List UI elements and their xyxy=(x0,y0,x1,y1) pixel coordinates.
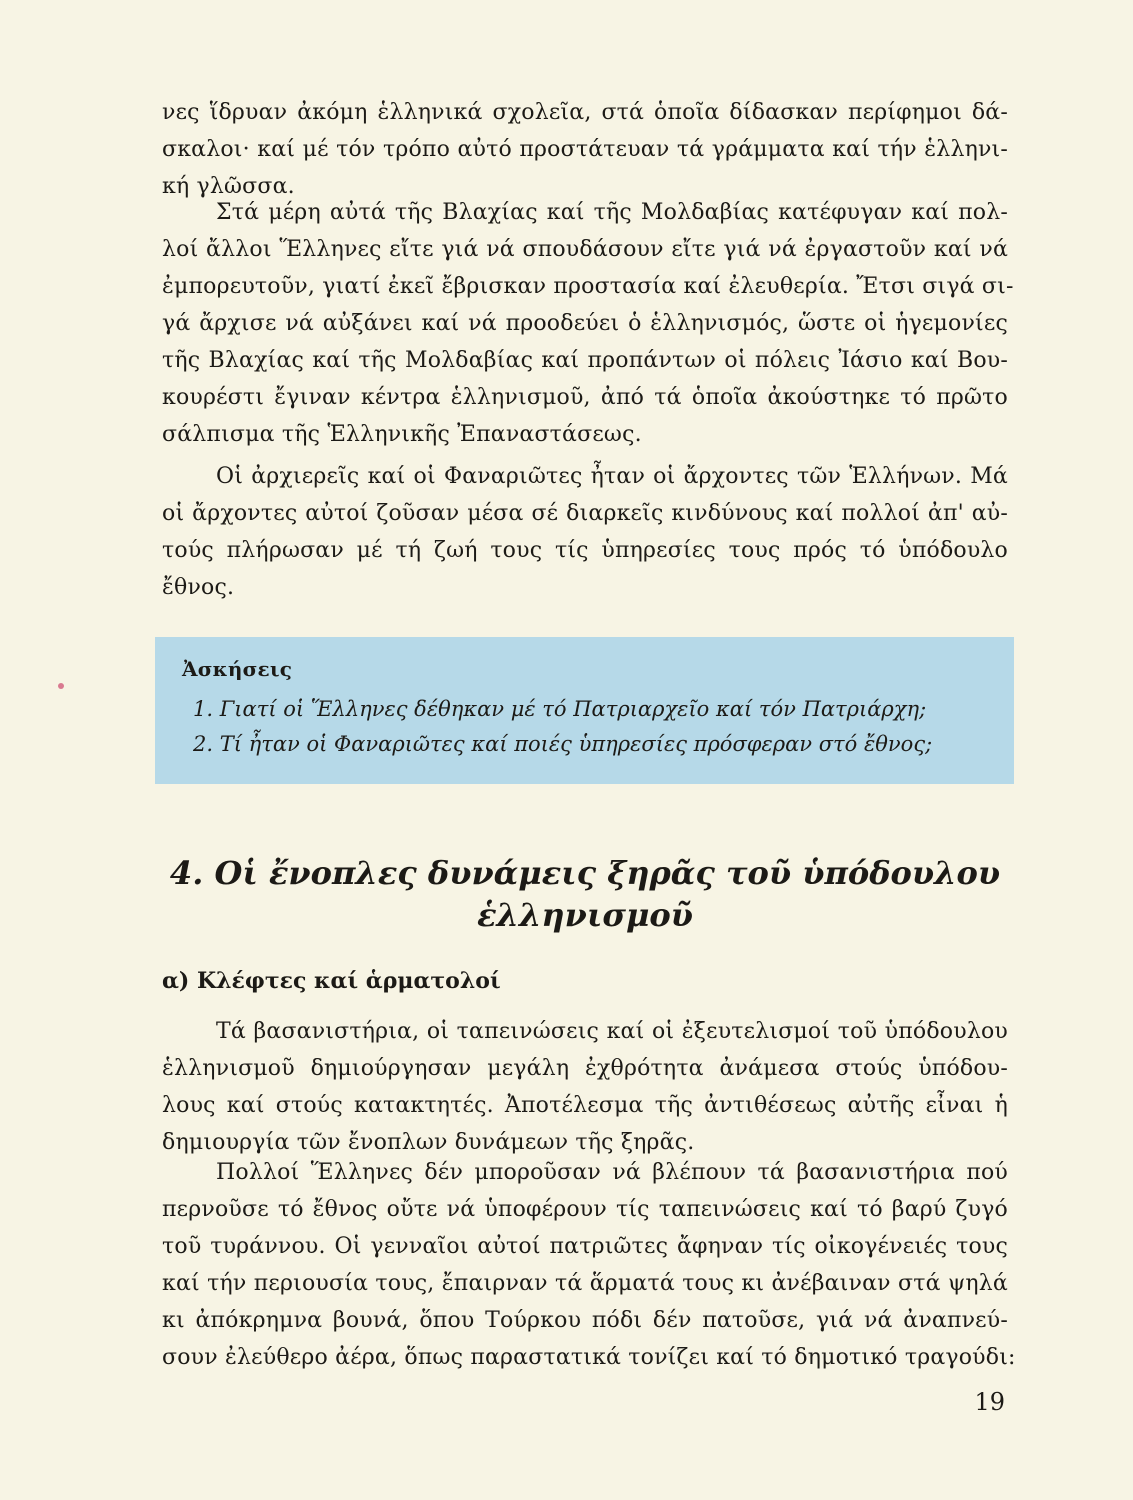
text-line: Στά μέρη αὐτά τῆς Βλαχίας καί τῆς Μολδαβίας κατέφυγαν καί πολ- xyxy=(216,200,1008,225)
section-heading xyxy=(162,852,1008,936)
paragraph-3 xyxy=(162,458,1008,606)
text-line: σουν ἐλεύθερο ἀέρα, ὅπως παραστατικά τονίζει καί τό δημοτικό τραγούδι: xyxy=(162,1345,1016,1370)
section-heading-line-1: 4. Οἱ ἔνοπλες δυνάμεις ξηρᾶς τοῦ ὑπόδουλου xyxy=(169,854,1001,892)
text-line: ἐμπορευτοῦν, γιατί ἐκεῖ ἔβρισκαν προστασία καί ἐλευθερία. Ἔτσι σιγά σι- xyxy=(162,274,1014,299)
exercises-title: Ἀσκήσεις xyxy=(182,657,293,681)
text-line: δημιουργία τῶν ἔνοπλων δυνάμεων τῆς ξηρᾶς. xyxy=(162,1130,695,1155)
text-line: Τά βασανιστήρια, οἱ ταπεινώσεις καί οἱ ἐξευτελισμοί τοῦ ὑπόδουλου xyxy=(216,1019,1008,1044)
text-line: περνοῦσε τό ἔθνος οὔτε νά ὑποφέρουν τίς ταπεινώσεις καί τό βαρύ ζυγό xyxy=(162,1197,1008,1222)
section-heading-line-2: ἑλληνισμοῦ xyxy=(477,896,693,934)
paragraph-1 xyxy=(162,94,1008,205)
text-line: ἔθνος. xyxy=(162,575,235,600)
paragraph-5 xyxy=(162,1154,1016,1376)
text-line: ἑλληνισμοῦ δημιούργησαν μεγάλη ἐχθρότητα ἀνάμεσα στούς ὑπόδου- xyxy=(162,1056,1008,1081)
text-line: κή γλῶσσα. xyxy=(162,174,295,199)
paragraph-4 xyxy=(162,1013,1008,1161)
exercises-list xyxy=(193,692,993,762)
text-line: λοί ἄλλοι Ἕλληνες εἴτε γιά νά σπουδάσουν εἴτε γιά νά ἐργαστοῦν καί νά xyxy=(162,237,1008,262)
exercise-item: 1. Γιατί οἱ Ἕλληνες δέθηκαν μέ τό Πατριαρχεῖο καί τόν Πατριάρχη; xyxy=(193,697,927,721)
text-line: κι ἀπόκρημνα βουνά, ὅπου Τούρκου πόδι δέν πατοῦσε, γιά νά ἀναπνεύ- xyxy=(162,1308,1008,1333)
text-line: τούς πλήρωσαν μέ τή ζωή τους τίς ὑπηρεσίες τους πρός τό ὑπόδουλο xyxy=(162,538,1008,563)
text-line: σάλπισμα τῆς Ἑλληνικῆς Ἐπαναστάσεως. xyxy=(162,422,642,447)
text-line: Οἱ ἀρχιερεῖς καί οἱ Φαναριῶτες ἦταν οἱ ἄρχοντες τῶν Ἑλλήνων. Μά xyxy=(216,464,1008,489)
exercises-box xyxy=(155,637,1014,784)
text-line: καί τήν περιουσία τους, ἔπαιρναν τά ἅρματά τους κι ἀνέβαιναν στά ψηλά xyxy=(162,1271,1008,1296)
text-line: κουρέστι ἔγιναν κέντρα ἑλληνισμοῦ, ἀπό τά ὁποῖα ἀκούστηκε τό πρῶτο xyxy=(162,385,1008,410)
text-line: λους καί στούς κατακτητές. Ἀποτέλεσμα τῆς ἀντιθέσεως αὐτῆς εἶναι ἡ xyxy=(162,1093,1008,1118)
text-line: τοῦ τυράννου. Οἱ γενναῖοι αὐτοί πατριῶτες ἄφηναν τίς οἰκογένειές τους xyxy=(162,1234,1008,1259)
margin-mark-dot xyxy=(58,683,64,689)
paragraph-2 xyxy=(162,194,1014,453)
exercise-item: 2. Τί ἦταν οἱ Φαναριῶτες καί ποιές ὑπηρεσίες πρόσφεραν στό ἔθνος; xyxy=(193,732,933,756)
subheading: α) Κλέφτες καί ἁρματολοί xyxy=(162,968,501,994)
text-line: γά ἄρχισε νά αὐξάνει καί νά προοδεύει ὁ ἑλληνισμός, ὥστε οἱ ἡγεμονίες xyxy=(162,311,1008,336)
text-line: νες ἵδρυαν ἀκόμη ἑλληνικά σχολεῖα, στά ὁποῖα δίδασκαν περίφημοι δά- xyxy=(162,100,1008,125)
text-line: σκαλοι· καί μέ τόν τρόπο αὐτό προστάτευαν τά γράμματα καί τήν ἑλληνι- xyxy=(162,137,1008,162)
text-line: οἱ ἄρχοντες αὐτοί ζοῦσαν μέσα σέ διαρκεῖς κινδύνους καί πολλοί ἀπ' αὐ- xyxy=(162,501,1008,526)
page-number: 19 xyxy=(974,1388,1005,1416)
text-line: τῆς Βλαχίας καί τῆς Μολδαβίας καί προπάντων οἱ πόλεις Ἰάσιο καί Βου- xyxy=(162,348,1008,373)
text-line: Πολλοί Ἕλληνες δέν μποροῦσαν νά βλέπουν τά βασανιστήρια πού xyxy=(216,1160,1008,1185)
